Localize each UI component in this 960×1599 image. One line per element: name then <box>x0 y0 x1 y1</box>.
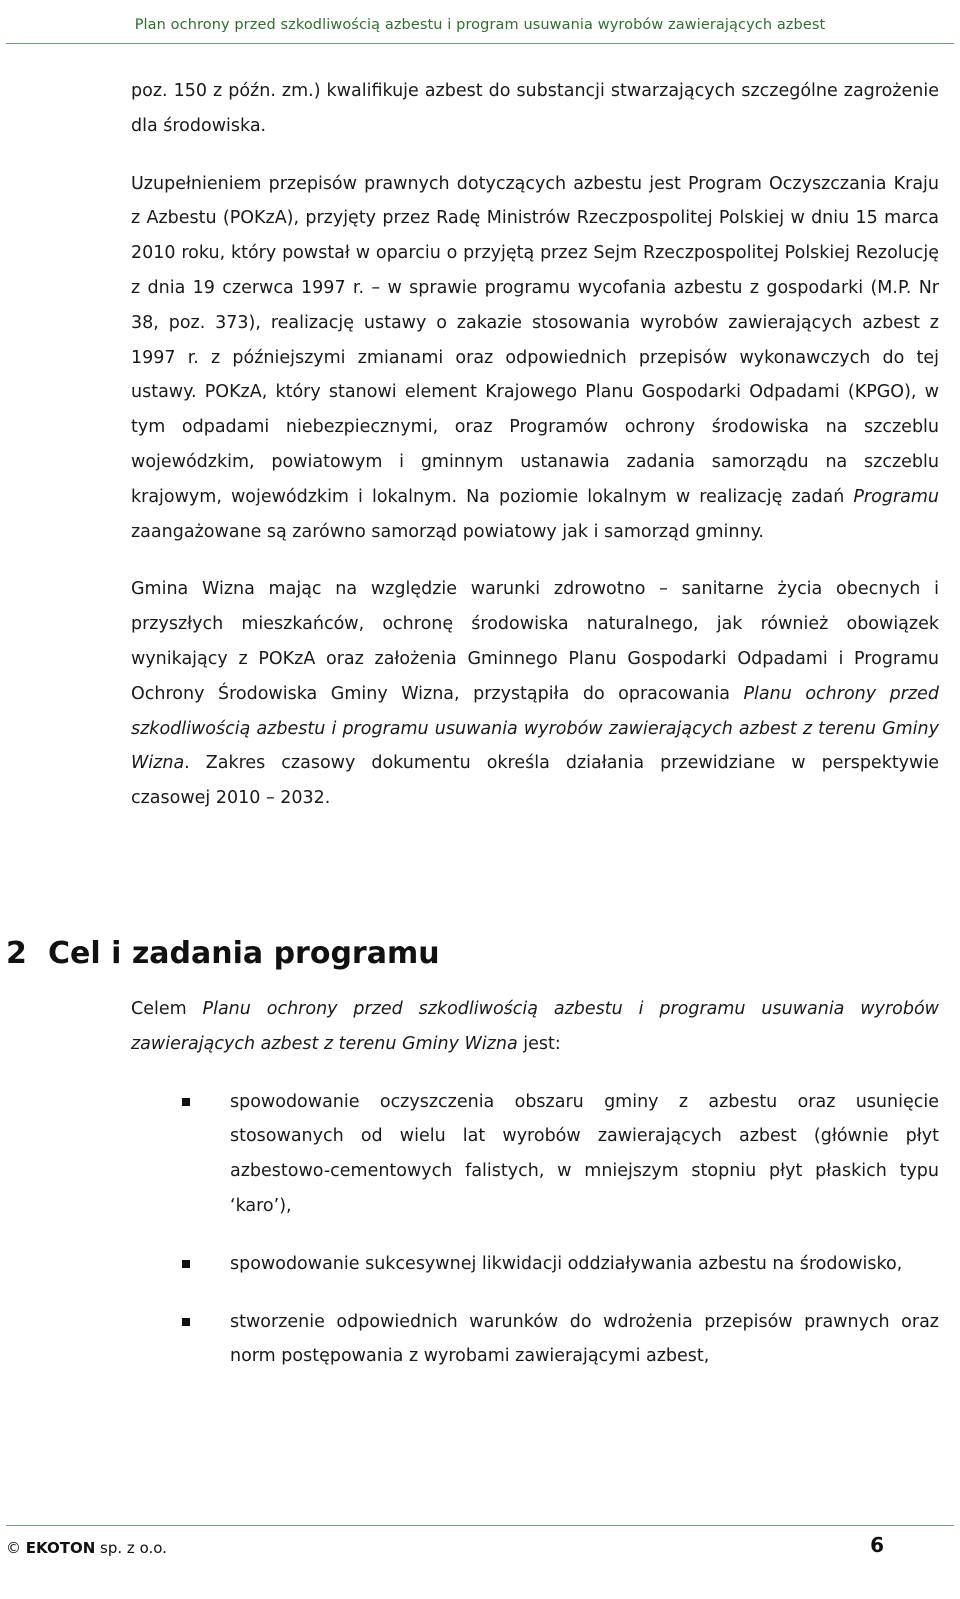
header-divider <box>6 43 954 44</box>
page-header <box>0 0 960 44</box>
section-intro-b: jest: <box>517 1033 561 1054</box>
list-item-text: stworzenie odpowiednich warunków do wdrożenia przepisów prawnych oraz norm postępowania z wyrobami zawierającymi azbest, <box>230 1311 939 1367</box>
section-intro <box>131 992 939 1062</box>
square-bullet-icon <box>182 1318 190 1326</box>
paragraph-3-emphasis: Planu ochrony przed szkodliwością azbestu i programu usuwania wyrobów zawierających azbest z terenu Gminy Wizna <box>131 683 939 774</box>
section-intro-emphasis: Planu ochrony przed szkodliwością azbestu i programu usuwania wyrobów zawierających azbest z terenu Gminy Wizna <box>131 999 939 1054</box>
paragraph-2-text-a: Uzupełnieniem przepisów prawnych dotyczących azbestu jest Program Oczyszczania Kraju z Azbestu (POKzA), przyjęty przez Radę Ministrów Rzeczpospolitej Polskiej w dniu 15 marca 2010 roku, który powstał w oparciu o przyjętą przez Sejm Rzeczpospolitej Polskiej Rezolucję z dnia 19 czerwca 1997 r. – w sprawie programu wycofania azbestu z gospodarki (M.P. Nr 38, poz. 373), realizację ustawy o zakazie stosowania wyrobów zawierających azbest z 1997 r. z późniejszymi zmianami oraz odpowiednich przepisów wykonawczych do tej ustawy. POKzA, który stanowi element Krajowego Planu Gospodarki Odpadami (KPGO), w tym odpadami niebezpiecznymi, oraz Programów ochrony środowiska na szczeblu wojewódzkim, powiatowym i gminnym ustanawia zadania samorządu na szczeblu krajowym, wojewódzkim i lokalnym. Na poziomie lokalnym w realizację zadań <box>131 173 939 507</box>
company-suffix: sp. z o.o. <box>95 1539 167 1557</box>
goals-list <box>131 1085 939 1375</box>
paragraph-3-text-b: . Zakres czasowy dokumentu określa działania przewidziane w perspektywie czasowej 2010 – 2032. <box>131 753 939 809</box>
list-item <box>131 1085 939 1224</box>
section-number: 2 <box>6 936 27 971</box>
paragraph-3-text-a: Gmina Wizna mając na względzie warunki zdrowotno – sanitarne życia obecnych i przyszłych mieszkańców, ochronę środowiska naturalnego, jak również obowiązek wynikający z POKzA oraz założenia Gminnego Planu Gospodarki Odpadami i Programu Ochrony Środowiska Gminy Wizna, przystąpiła do opracowania <box>131 579 939 704</box>
company-name: EKOTON <box>25 1539 96 1557</box>
paragraph-2-text-b: zaangażowane są zarówno samorząd powiatowy jak i samorząd gminny. <box>131 521 764 542</box>
list-item <box>131 1247 939 1282</box>
paragraph-2 <box>131 167 939 550</box>
page-number: 6 <box>870 1533 884 1557</box>
list-item-text: spowodowanie oczyszczenia obszaru gminy z azbestu oraz usunięcie stosowanych od wielu lat wyrobów zawierających azbest (głównie płyt azbestowo-cementowych falistych, w mniejszym stopniu płyt płaskich typu ‘karo’), <box>230 1091 939 1216</box>
paragraph-3 <box>131 572 939 816</box>
body-text <box>131 74 939 816</box>
square-bullet-icon <box>182 1098 190 1106</box>
header-title: Plan ochrony przed szkodliwością azbestu i program usuwania wyrobów zawierających azbest <box>134 17 826 33</box>
section-title: Cel i zadania programu <box>48 936 440 971</box>
section-intro-a: Celem <box>131 999 203 1019</box>
list-item <box>131 1305 939 1375</box>
section-heading <box>6 932 440 976</box>
list-item-text: spowodowanie sukcesywnej likwidacji oddziaływania azbestu na środowisko, <box>230 1253 903 1274</box>
paragraph-1 <box>131 74 939 144</box>
square-bullet-icon <box>182 1260 190 1268</box>
footer-company <box>6 1539 167 1557</box>
footer-divider <box>6 1525 954 1526</box>
copyright-icon: © <box>6 1539 21 1557</box>
section-body <box>131 992 939 1374</box>
paragraph-1-text: poz. 150 z późn. zm.) kwalifikuje azbest do substancji stwarzających szczególne zagrożenie dla środowiska. <box>131 81 939 136</box>
page-footer <box>0 1525 960 1599</box>
paragraph-2-emphasis: Programu <box>853 486 939 507</box>
